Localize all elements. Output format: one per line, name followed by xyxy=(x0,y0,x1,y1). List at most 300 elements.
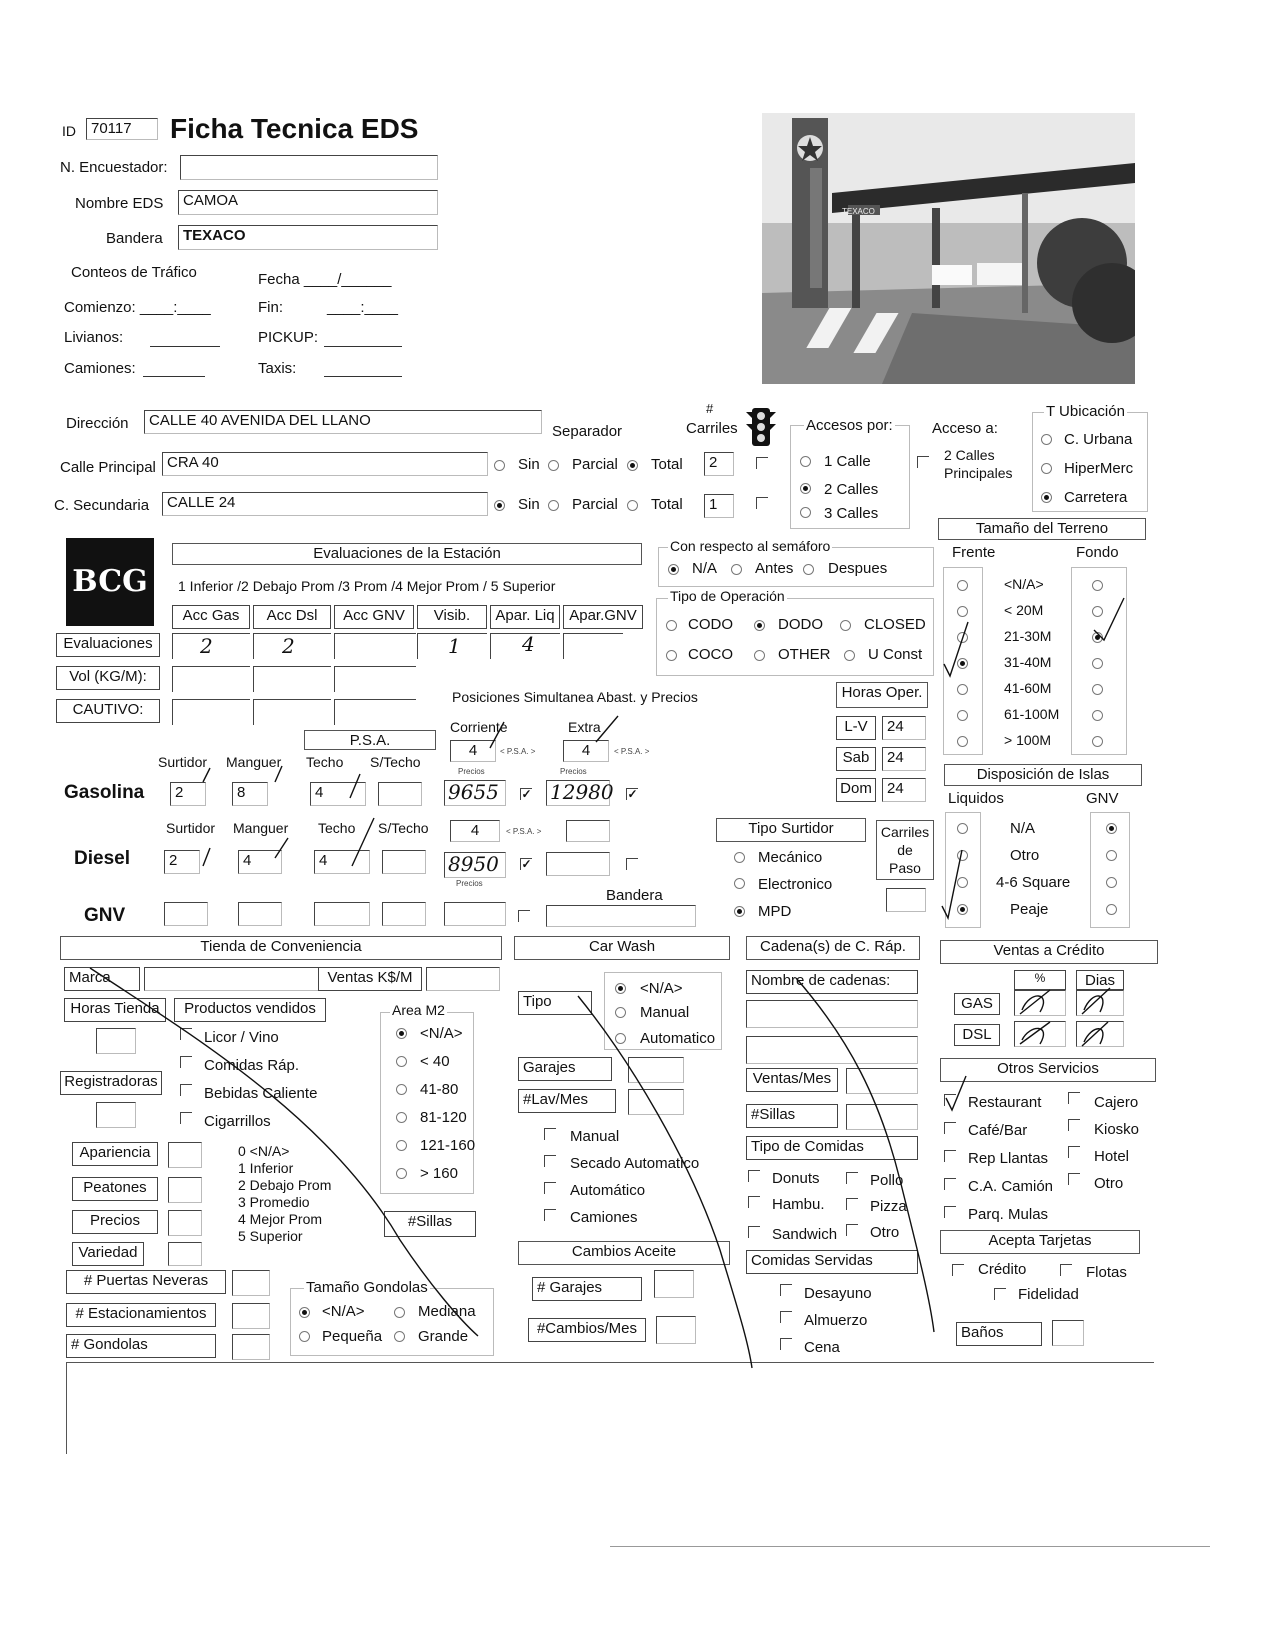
gnv-stecho-field[interactable] xyxy=(382,902,426,926)
carwash-tipo-label: Tipo xyxy=(518,991,592,1015)
gondola-grande-radio[interactable] xyxy=(394,1331,405,1342)
encuestador-label: N. Encuestador: xyxy=(60,159,168,176)
servicio-left-check-3[interactable] xyxy=(944,1178,956,1190)
corriente-precio-value: 9655 xyxy=(448,780,499,804)
carriles-paso-line3: Paso xyxy=(889,860,921,876)
station-photo xyxy=(762,113,1135,384)
encuestador-field[interactable] xyxy=(180,155,438,180)
camiones-line[interactable] xyxy=(143,376,205,377)
tarjeta-fidelidad-label: Fidelidad xyxy=(1018,1286,1079,1303)
lav-mes-field[interactable] xyxy=(628,1089,684,1115)
terreno-label-5: 61-100M xyxy=(1004,706,1060,722)
principal-total-radio[interactable] xyxy=(627,460,638,471)
variedad-label: Variedad xyxy=(72,1242,144,1266)
carriles-secundaria-field[interactable]: 1 xyxy=(704,494,734,518)
eval-cell-1-1[interactable] xyxy=(253,666,331,692)
comida-check-1[interactable] xyxy=(846,1172,858,1184)
corriente-precios-tag: Precios xyxy=(458,767,485,776)
gnv-manguer-field[interactable] xyxy=(238,902,282,926)
dodo-radio[interactable] xyxy=(754,620,765,631)
carwash-na-label: <N/A> xyxy=(640,980,683,997)
carwash-auto-label: Automatico xyxy=(640,1030,716,1047)
principal-total-label: Total xyxy=(651,456,683,473)
closed-radio[interactable] xyxy=(840,620,851,631)
gondola-grande-label: Grande xyxy=(418,1328,469,1345)
servicio-right-label-1: Kiosko xyxy=(1094,1121,1140,1138)
carwash-service-check-3[interactable] xyxy=(544,1209,556,1221)
producto-label-2: Bebidas Caliente xyxy=(204,1085,318,1102)
horas-lv-label: L-V xyxy=(836,716,876,740)
gasolina-label: Gasolina xyxy=(64,782,145,803)
frente-radio-1[interactable] xyxy=(957,606,968,617)
gondolas-label: # Gondolas xyxy=(66,1334,216,1358)
tarjeta-flotas-label: Flotas xyxy=(1086,1264,1127,1281)
diesel-precio2-check[interactable] xyxy=(626,858,638,870)
gas-manguer-field[interactable]: 8 xyxy=(232,782,268,806)
carriles-paso-field[interactable] xyxy=(886,888,926,912)
cadena-sillas-label: #Sillas xyxy=(746,1104,838,1128)
accesos-3-radio[interactable] xyxy=(800,507,811,518)
col-acc-gas: Acc Gas xyxy=(172,605,250,629)
operacion-title: Tipo de Operación xyxy=(670,588,785,604)
gnv-precio-field[interactable] xyxy=(444,902,506,926)
accesos-1-radio[interactable] xyxy=(800,456,811,467)
other-radio[interactable] xyxy=(754,650,765,661)
comida-label-2: Hambu. xyxy=(772,1196,825,1213)
urbana-radio[interactable] xyxy=(1041,434,1052,445)
scale-legend-3: 3 Promedio xyxy=(238,1194,310,1210)
tipo-surtidor-title: Tipo Surtidor xyxy=(716,818,866,842)
principal-parcial-radio[interactable] xyxy=(548,460,559,471)
num-cambios-label: #Cambios/Mes xyxy=(528,1318,646,1342)
nombre-cadenas-label: Nombre de cadenas: xyxy=(746,970,918,994)
servicio-left-label-1: Café/Bar xyxy=(968,1122,1028,1139)
id-label: ID xyxy=(62,123,76,139)
servicio-left-check-1[interactable] xyxy=(944,1122,956,1134)
id-field[interactable]: 70117 xyxy=(86,118,158,140)
area-label-1: < 40 xyxy=(420,1053,450,1070)
producto-check-1[interactable] xyxy=(180,1056,192,1068)
carriles-label: Carriles xyxy=(686,420,738,437)
dos-calles-label: 2 Calles xyxy=(944,447,995,463)
servida-check-2[interactable] xyxy=(780,1338,792,1350)
corriente-psa-field[interactable]: 4 xyxy=(450,740,496,762)
tarjetas-title: Acepta Tarjetas xyxy=(940,1230,1140,1254)
frente-radio-2[interactable] xyxy=(957,632,968,643)
dsl-techo-field[interactable]: 4 xyxy=(314,850,370,874)
carriles-paso-line2: de xyxy=(897,842,913,858)
mecanico-label: Mecánico xyxy=(758,849,823,866)
ventas-tienda-field[interactable] xyxy=(426,967,500,991)
corriente-precio-check[interactable]: ✓ xyxy=(521,787,532,801)
comida-check-3[interactable] xyxy=(846,1198,858,1210)
area-title: Area M2 xyxy=(392,1002,445,1018)
row-vol: Vol (KG/M): xyxy=(56,666,160,690)
scale-legend-0: 0 <N/A> xyxy=(238,1143,290,1159)
area-radio-4[interactable] xyxy=(396,1140,407,1151)
principal-sin-radio[interactable] xyxy=(494,460,505,471)
direccion-label: Dirección xyxy=(66,415,129,432)
terreno-label-1: < 20M xyxy=(1004,602,1044,618)
camiones-label: Camiones: xyxy=(64,360,136,377)
operacion-group xyxy=(656,598,934,676)
semaforo-na-radio[interactable] xyxy=(668,564,679,575)
gondola-mediana-radio[interactable] xyxy=(394,1307,405,1318)
num-garajes-field[interactable] xyxy=(654,1270,694,1298)
fondo-radio-2[interactable] xyxy=(1092,632,1103,643)
servida-label-0: Desayuno xyxy=(804,1285,872,1302)
islas-liq-radio-0[interactable] xyxy=(957,823,968,834)
horas-dom-field[interactable]: 24 xyxy=(882,778,926,802)
precios-field[interactable] xyxy=(168,1210,202,1236)
gondolas-field[interactable] xyxy=(232,1334,270,1360)
accesos-3-label: 3 Calles xyxy=(824,505,879,522)
fondo-label: Fondo xyxy=(1076,544,1119,561)
nombre-cadenas-field-2[interactable] xyxy=(746,1036,918,1064)
gas-surtidor-field[interactable]: 2 xyxy=(170,782,206,806)
islas-liq-radio-1[interactable] xyxy=(957,850,968,861)
lav-mes-label: #Lav/Mes xyxy=(518,1089,616,1113)
servicio-left-check-4[interactable] xyxy=(944,1206,956,1218)
gondola-pequena-radio[interactable] xyxy=(299,1331,310,1342)
eval-cell-2-2[interactable] xyxy=(334,699,416,725)
fondo-radio-4[interactable] xyxy=(1092,684,1103,695)
islas-gnv-radio-1[interactable] xyxy=(1106,850,1117,861)
comments-area[interactable] xyxy=(66,1362,1154,1454)
registradoras-label: Registradoras xyxy=(60,1071,162,1095)
extra-psa-tag: < P.S.A. > xyxy=(614,747,650,756)
banos-label: Baños xyxy=(956,1322,1042,1346)
corriente-label: Corriente xyxy=(450,719,508,735)
uconst-radio[interactable] xyxy=(844,650,855,661)
comida-label-4: Sandwich xyxy=(772,1226,838,1243)
variedad-field[interactable] xyxy=(168,1242,202,1266)
semaforo-despues-radio[interactable] xyxy=(803,564,814,575)
dsl-stecho-field[interactable] xyxy=(382,850,426,874)
eval-cell-1-0[interactable] xyxy=(172,666,250,692)
electronico-radio[interactable] xyxy=(734,878,745,889)
dsl-techo-col: Techo xyxy=(318,820,356,836)
servicio-right-check-3[interactable] xyxy=(1068,1173,1080,1185)
carwash-service-check-2[interactable] xyxy=(544,1182,556,1194)
mpd-label: MPD xyxy=(758,903,792,920)
comida-check-2[interactable] xyxy=(748,1196,760,1208)
gondola-na-radio[interactable] xyxy=(299,1307,310,1318)
page-title: Ficha Tecnica EDS xyxy=(170,113,419,144)
servicio-left-check-2[interactable] xyxy=(944,1150,956,1162)
row-evaluaciones: Evaluaciones xyxy=(56,633,160,657)
posiciones-title: Posiciones Simultanea Abast. y Precios xyxy=(452,689,698,705)
hipermerc-label: HiperMerc xyxy=(1064,460,1134,477)
tarjeta-credito-check[interactable] xyxy=(952,1264,964,1276)
productos-label: Productos vendidos xyxy=(174,998,326,1022)
eval-cell-1-2[interactable] xyxy=(334,666,416,692)
frente-radio-3[interactable] xyxy=(957,658,968,669)
calle-secundaria-field[interactable]: CALLE 24 xyxy=(162,492,488,516)
ubicacion-title: T Ubicación xyxy=(1046,403,1125,420)
codo-label: CODO xyxy=(688,616,733,633)
liquidos-label: Liquidos xyxy=(948,790,1004,807)
eval-cell-0-2[interactable] xyxy=(334,633,416,659)
dsl-manguer-field[interactable]: 4 xyxy=(238,850,282,874)
dsl-stecho-col: S/Techo xyxy=(378,820,429,836)
electronico-label: Electronico xyxy=(758,876,833,893)
comida-label-1: Pollo xyxy=(870,1172,904,1189)
accesos-2-radio[interactable] xyxy=(800,483,811,494)
precios-label: Precios xyxy=(72,1210,158,1234)
carwash-service-check-0[interactable] xyxy=(544,1128,556,1140)
puertas-label: # Puertas Neveras xyxy=(66,1270,226,1294)
comida-check-4[interactable] xyxy=(748,1226,760,1238)
acceso-a-label: Acceso a: xyxy=(932,420,998,437)
evaluaciones-scale: 1 Inferior /2 Debajo Prom /3 Prom /4 Mejor Prom / 5 Superior xyxy=(178,578,556,594)
scale-legend-2: 2 Debajo Prom xyxy=(238,1177,332,1193)
col-acc-gnv: Acc GNV xyxy=(334,605,414,629)
carriles-paso-label xyxy=(876,820,934,880)
secundaria-total-radio[interactable] xyxy=(627,500,638,511)
fecha-label: Fecha ____/______ xyxy=(258,271,392,288)
tipo-comidas-label: Tipo de Comidas xyxy=(746,1136,918,1160)
principal-sin-label: Sin xyxy=(518,456,540,473)
servida-check-0[interactable] xyxy=(780,1284,792,1296)
frente-label: Frente xyxy=(952,544,996,561)
carwash-title: Car Wash xyxy=(514,936,730,960)
eval-visib-value: 1 xyxy=(448,634,461,658)
diesel-precio-check[interactable]: ✓ xyxy=(521,857,532,871)
gnv-techo-field[interactable] xyxy=(314,902,370,926)
carwash-service-label-2: Automático xyxy=(570,1182,646,1199)
apariencia-field[interactable] xyxy=(168,1142,202,1168)
horas-lv-field[interactable]: 24 xyxy=(882,716,926,740)
area-radio-5[interactable] xyxy=(396,1168,407,1179)
livianos-line[interactable] xyxy=(150,346,220,347)
calle-principal-field[interactable]: CRA 40 xyxy=(162,452,488,476)
coco-radio[interactable] xyxy=(666,650,677,661)
mecanico-radio[interactable] xyxy=(734,852,745,863)
carwash-service-label-3: Camiones xyxy=(570,1209,638,1226)
islas-liq-radio-3[interactable] xyxy=(957,904,968,915)
secundaria-check[interactable] xyxy=(756,497,768,509)
servicio-left-check-0[interactable] xyxy=(944,1094,956,1106)
extra-precios-tag: Precios xyxy=(560,767,587,776)
gondola-size-title: Tamaño Gondolas xyxy=(306,1279,428,1296)
terreno-label-0: <N/A> xyxy=(1004,576,1044,592)
diesel-label: Diesel xyxy=(74,848,130,869)
uconst-label: U Const xyxy=(868,646,923,663)
principal-check[interactable] xyxy=(756,457,768,469)
credito-gas-dias-field[interactable] xyxy=(1076,990,1124,1016)
carwash-manual-radio[interactable] xyxy=(615,1007,626,1018)
livianos-label: Livianos: xyxy=(64,329,124,346)
evaluaciones-title: Evaluaciones de la Estación xyxy=(172,543,642,565)
closed-label: CLOSED xyxy=(864,616,926,633)
producto-check-2[interactable] xyxy=(180,1084,192,1096)
photo-sign-text: TEXACO xyxy=(842,207,875,216)
puertas-field[interactable] xyxy=(232,1270,270,1296)
gondola-na-label: <N/A> xyxy=(322,1303,365,1320)
diesel-psa-field[interactable]: 4 xyxy=(450,820,500,842)
islas-gnv-radio-2[interactable] xyxy=(1106,877,1117,888)
servicio-right-check-0[interactable] xyxy=(1068,1092,1080,1104)
semaforo-title: Con respecto al semáforo xyxy=(670,538,831,554)
nombre-eds-field[interactable]: CAMOA xyxy=(178,190,438,215)
principal-parcial-label: Parcial xyxy=(572,456,618,473)
gas-stecho-col: S/Techo xyxy=(370,754,421,770)
diesel-precio2-field[interactable] xyxy=(546,852,610,876)
marca-label: Marca xyxy=(64,967,140,991)
servida-label-2: Cena xyxy=(804,1339,840,1356)
diesel-psa-extra-field[interactable] xyxy=(566,820,610,842)
fin-label: Fin: xyxy=(258,299,284,316)
eval-cell-2-1[interactable] xyxy=(253,699,331,725)
producto-check-0[interactable] xyxy=(180,1028,192,1040)
horas-tienda-field[interactable] xyxy=(96,1028,136,1054)
marca-field[interactable] xyxy=(144,967,320,991)
dsl-surtidor-field[interactable]: 2 xyxy=(164,850,200,874)
islas-gnv-radio-3[interactable] xyxy=(1106,904,1117,915)
secundaria-parcial-radio[interactable] xyxy=(548,500,559,511)
comida-check-5[interactable] xyxy=(846,1224,858,1236)
diesel-precios-tag: Precios xyxy=(456,879,483,888)
servida-check-1[interactable] xyxy=(780,1311,792,1323)
gnv-precio-check[interactable] xyxy=(518,910,530,922)
registradoras-field[interactable] xyxy=(96,1102,136,1128)
islas-gnv-radio-0[interactable] xyxy=(1106,823,1117,834)
fin-blank: ____:____ xyxy=(327,299,398,316)
islas-liq-radio-2[interactable] xyxy=(957,877,968,888)
comida-check-0[interactable] xyxy=(748,1170,760,1182)
eval-cell-0-5[interactable] xyxy=(563,633,623,659)
fondo-radio-1[interactable] xyxy=(1092,606,1103,617)
direccion-field[interactable]: CALLE 40 AVENIDA DEL LLANO xyxy=(144,410,542,434)
servicio-right-check-2[interactable] xyxy=(1068,1146,1080,1158)
bandera-gnv-label: Bandera xyxy=(606,887,663,904)
estacionamientos-field[interactable] xyxy=(232,1303,270,1329)
islas-label-2: 4-6 Square xyxy=(996,874,1071,891)
islas-gnv-label: GNV xyxy=(1086,790,1119,807)
bandera-gnv-field[interactable] xyxy=(546,905,696,927)
tarjeta-flotas-check[interactable] xyxy=(1060,1264,1072,1276)
cadena-ventas-field[interactable] xyxy=(846,1068,918,1094)
carwash-auto-radio[interactable] xyxy=(615,1033,626,1044)
cadena-title: Cadena(s) de C. Ráp. xyxy=(746,936,920,960)
bcg-logo: BCG xyxy=(66,538,154,626)
bandera-label: Bandera xyxy=(106,230,163,247)
credito-dsl-dias-field[interactable] xyxy=(1076,1021,1124,1047)
secundaria-sin-label: Sin xyxy=(518,496,540,513)
peatones-field[interactable] xyxy=(168,1177,202,1203)
gas-techo-col: Techo xyxy=(306,754,344,770)
terreno-label-6: > 100M xyxy=(1004,732,1052,748)
col-visib: Visib. xyxy=(417,605,487,629)
fondo-radio-3[interactable] xyxy=(1092,658,1103,669)
extra-psa-field[interactable]: 4 xyxy=(563,740,609,762)
pickup-line[interactable] xyxy=(324,346,402,347)
tarjeta-fidelidad-check[interactable] xyxy=(994,1288,1006,1300)
eval-cell-2-0[interactable] xyxy=(172,699,250,725)
area-label-3: 81-120 xyxy=(420,1109,467,1126)
frente-radio-4[interactable] xyxy=(957,684,968,695)
traffic-light-icon xyxy=(746,408,776,452)
servicio-left-label-4: Parq. Mulas xyxy=(968,1206,1049,1223)
nombre-cadenas-field-1[interactable] xyxy=(746,1000,918,1028)
mpd-radio[interactable] xyxy=(734,906,745,917)
tienda-title: Tienda de Conveniencia xyxy=(60,936,502,960)
area-radio-3[interactable] xyxy=(396,1112,407,1123)
credito-dsl-pct-field[interactable] xyxy=(1014,1021,1066,1047)
credito-gas-label: GAS xyxy=(954,993,1000,1015)
frente-radio-5[interactable] xyxy=(957,710,968,721)
islas-label-1: Otro xyxy=(1010,847,1040,864)
accesos-2-label: 2 Calles xyxy=(824,481,879,498)
gnv-surtidor-field[interactable] xyxy=(164,902,208,926)
area-radio-1[interactable] xyxy=(396,1056,407,1067)
coco-label: COCO xyxy=(688,646,733,663)
horas-sab-field[interactable]: 24 xyxy=(882,747,926,771)
fondo-radio-5[interactable] xyxy=(1092,710,1103,721)
carriles-principal-field[interactable]: 2 xyxy=(704,452,734,476)
credito-title: Ventas a Crédito xyxy=(940,940,1158,964)
terreno-label-4: 41-60M xyxy=(1004,680,1052,696)
credito-dias-label: Dias xyxy=(1076,970,1124,990)
servicio-right-label-2: Hotel xyxy=(1094,1148,1130,1165)
num-cambios-field[interactable] xyxy=(656,1316,696,1344)
producto-check-3[interactable] xyxy=(180,1112,192,1124)
banos-field[interactable] xyxy=(1052,1320,1084,1346)
secundaria-sin-radio[interactable] xyxy=(494,500,505,511)
area-label-5: > 160 xyxy=(420,1165,458,1182)
extra-precio-check[interactable]: ✓ xyxy=(627,787,638,801)
tienda-sillas-label: #Sillas xyxy=(384,1211,476,1237)
dsl-surtidor-col: Surtidor xyxy=(166,820,216,836)
carretera-radio[interactable] xyxy=(1041,492,1052,503)
area-radio-2[interactable] xyxy=(396,1084,407,1095)
taxis-line[interactable] xyxy=(324,376,402,377)
carwash-service-label-1: Secado Automatico xyxy=(570,1155,700,1172)
extra-label: Extra xyxy=(568,719,601,735)
frente-radio-0[interactable] xyxy=(957,580,968,591)
traffic-title: Conteos de Tráfico xyxy=(71,264,197,281)
frente-radio-6[interactable] xyxy=(957,736,968,747)
gas-surtidor-col: Surtidor xyxy=(158,754,208,770)
gas-techo-field[interactable]: 4 xyxy=(310,782,366,806)
diesel-precio-value: 8950 xyxy=(448,852,499,876)
area-radio-0[interactable] xyxy=(396,1028,407,1039)
semaforo-antes-radio[interactable] xyxy=(731,564,742,575)
dos-calles-check[interactable] xyxy=(917,456,929,468)
fondo-radio-6[interactable] xyxy=(1092,736,1103,747)
num-garajes-label: # Garajes xyxy=(532,1277,642,1301)
garajes-field[interactable] xyxy=(628,1057,684,1083)
fondo-radio-0[interactable] xyxy=(1092,580,1103,591)
principales-label: Principales xyxy=(944,465,1013,481)
ventas-tienda-label: Ventas K$/M xyxy=(318,967,422,991)
cadena-sillas-field[interactable] xyxy=(846,1104,918,1130)
codo-radio[interactable] xyxy=(666,620,677,631)
carwash-service-check-1[interactable] xyxy=(544,1155,556,1167)
semaforo-na-label: N/A xyxy=(692,560,718,577)
garajes-label: Garajes xyxy=(518,1057,612,1081)
servicio-right-check-1[interactable] xyxy=(1068,1119,1080,1131)
carwash-na-radio[interactable] xyxy=(615,983,626,994)
bandera-field[interactable]: TEXACO xyxy=(178,225,438,250)
credito-gas-pct-field[interactable] xyxy=(1014,990,1066,1016)
taxis-label: Taxis: xyxy=(258,360,297,377)
gas-stecho-field[interactable] xyxy=(378,782,422,806)
eval-apar-liq-value: 4 xyxy=(522,632,535,656)
servicio-right-label-3: Otro xyxy=(1094,1175,1124,1192)
hipermerc-radio[interactable] xyxy=(1041,463,1052,474)
